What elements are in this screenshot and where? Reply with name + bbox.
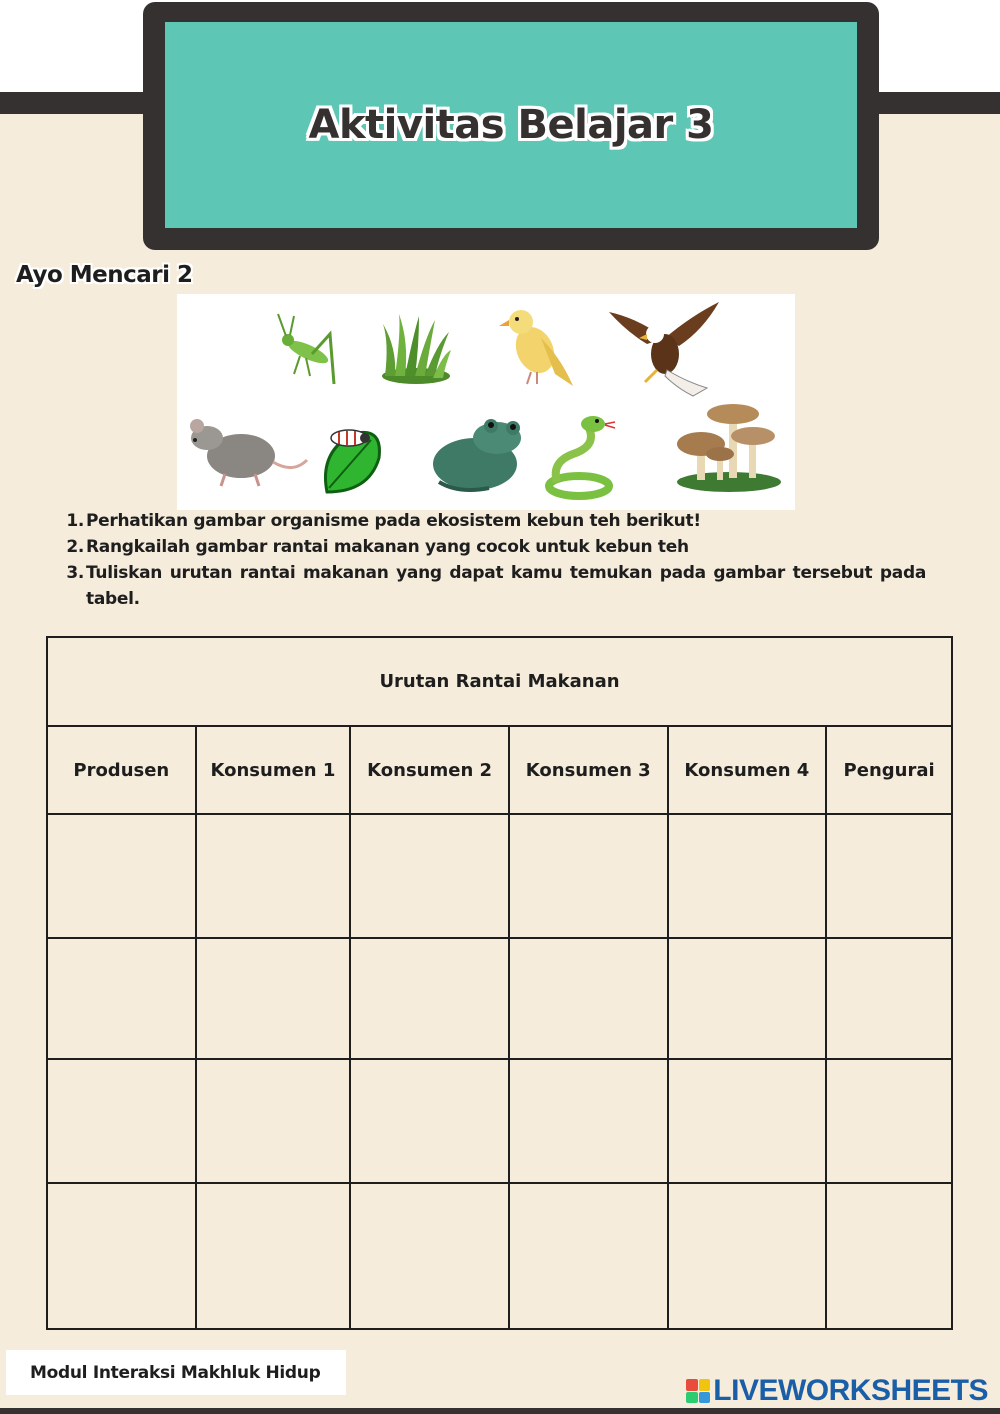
- answer-cell[interactable]: [826, 938, 952, 1059]
- column-header-konsumen-2: Konsumen 2: [350, 726, 509, 814]
- answer-cell[interactable]: [47, 1059, 196, 1183]
- answer-cell[interactable]: [196, 1183, 351, 1329]
- answer-cell[interactable]: [668, 1183, 827, 1329]
- mushroom-icon: [673, 396, 783, 494]
- instruction-text: Rangkailah gambar rantai makanan yang cocok untuk kebun teh: [86, 537, 689, 557]
- answer-cell[interactable]: [350, 1183, 509, 1329]
- table-row: [47, 1183, 952, 1329]
- instruction-text: Perhatikan gambar organisme pada ekosistem kebun teh berikut!: [86, 511, 701, 531]
- eagle-icon: [607, 298, 723, 398]
- section-subtitle: Ayo Mencari 2: [16, 262, 193, 288]
- brand-name: LIVEWORKSHEETS: [713, 1374, 988, 1407]
- answer-cell[interactable]: [509, 1059, 668, 1183]
- instruction-item: [66, 508, 926, 534]
- answer-cell[interactable]: [509, 938, 668, 1059]
- answer-cell[interactable]: [350, 1059, 509, 1183]
- answer-cell[interactable]: [350, 814, 509, 938]
- answer-cell[interactable]: [826, 1059, 952, 1183]
- answer-cell[interactable]: [668, 1059, 827, 1183]
- instruction-text: Tuliskan urutan rantai makanan yang dapat kamu temukan pada gambar tersebut pada tabel.: [86, 563, 926, 609]
- bottom-dark-bar: [0, 1408, 1000, 1414]
- instruction-number: 2.: [66, 537, 84, 557]
- page-title: Aktivitas Belajar 3: [308, 102, 714, 148]
- answer-cell[interactable]: [826, 814, 952, 938]
- answer-cell[interactable]: [196, 814, 351, 938]
- instruction-number: 1.: [66, 511, 84, 531]
- answer-cell[interactable]: [509, 814, 668, 938]
- column-header-konsumen-4: Konsumen 4: [668, 726, 827, 814]
- organisms-image: [177, 294, 795, 510]
- instruction-item: [66, 534, 926, 560]
- snake-icon: [543, 410, 619, 500]
- answer-cell[interactable]: [509, 1183, 668, 1329]
- footer-module-box: [6, 1350, 346, 1395]
- answer-cell[interactable]: [47, 1183, 196, 1329]
- answer-cell[interactable]: [47, 938, 196, 1059]
- caterpillar-icon: [319, 422, 383, 498]
- grasshopper-icon: [272, 312, 342, 390]
- liveworksheets-icon: [686, 1379, 710, 1403]
- instruction-number: 3.: [66, 563, 84, 583]
- answer-cell[interactable]: [826, 1183, 952, 1329]
- column-header-konsumen-1: Konsumen 1: [196, 726, 351, 814]
- instruction-item: [66, 560, 926, 612]
- table-row: [47, 938, 952, 1059]
- answer-cell[interactable]: [47, 814, 196, 938]
- footer-module-label: Modul Interaksi Makhluk Hidup: [30, 1362, 321, 1383]
- table-title: Urutan Rantai Makanan: [47, 637, 952, 726]
- answer-cell[interactable]: [196, 938, 351, 1059]
- answer-cell[interactable]: [350, 938, 509, 1059]
- grass-icon: [379, 312, 453, 384]
- title-panel: [165, 22, 857, 228]
- column-header-produsen: Produsen: [47, 726, 196, 814]
- frog-icon: [429, 414, 529, 494]
- column-header-pengurai: Pengurai: [826, 726, 952, 814]
- food-chain-table: [46, 636, 953, 1330]
- instructions-list: [66, 508, 926, 612]
- answer-cell[interactable]: [196, 1059, 351, 1183]
- column-header-konsumen-3: Konsumen 3: [509, 726, 668, 814]
- table-row: [47, 1059, 952, 1183]
- bird-icon: [495, 304, 575, 390]
- table-row: [47, 814, 952, 938]
- answer-cell[interactable]: [668, 814, 827, 938]
- answer-cell[interactable]: [668, 938, 827, 1059]
- brand-logo: [686, 1374, 988, 1408]
- rat-icon: [185, 412, 309, 492]
